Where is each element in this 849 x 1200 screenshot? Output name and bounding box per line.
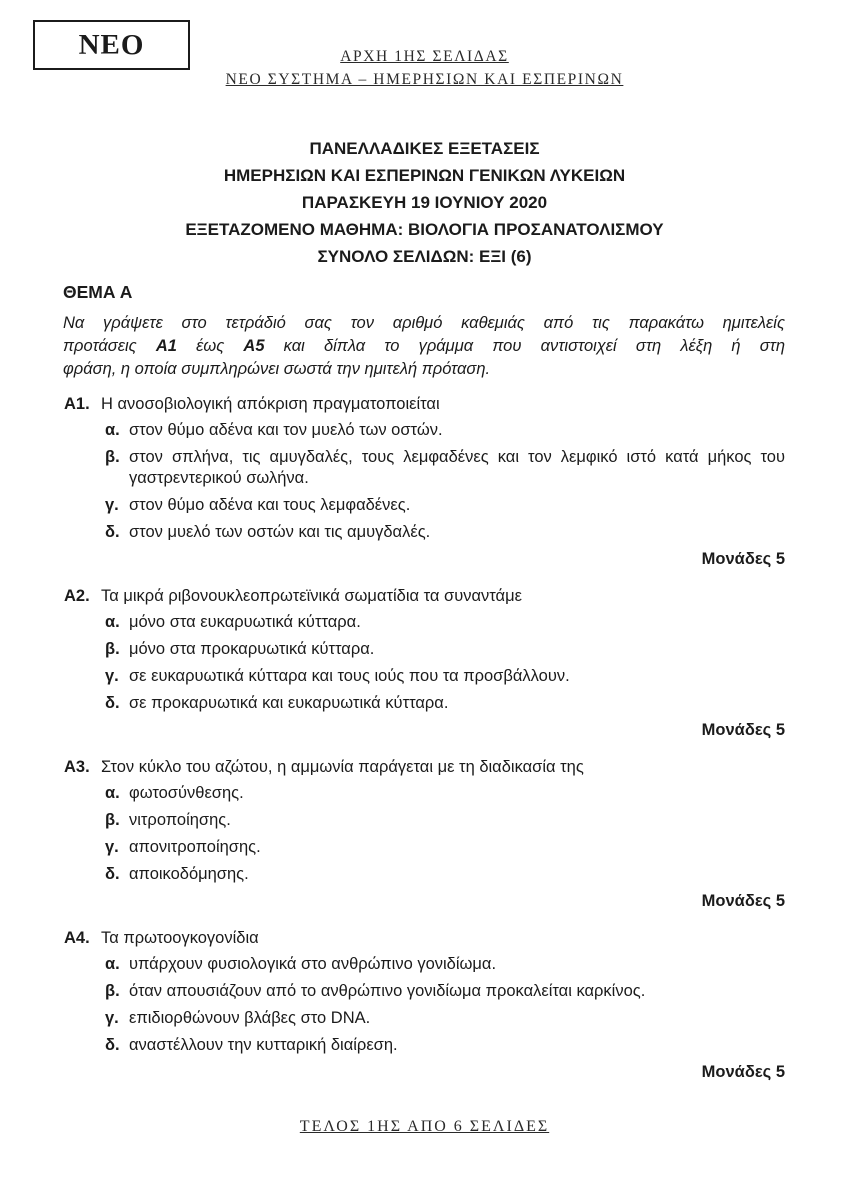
- option-letter: α.: [105, 613, 120, 631]
- option-letter: α.: [105, 421, 120, 439]
- points-label: Μονάδες 5: [701, 550, 785, 568]
- question-a2: [64, 586, 785, 741]
- option-text: σε προκαρυωτικά και ευκαρυωτικά κύτταρα.: [129, 694, 449, 712]
- question-stem: Τα πρωτοογκογονίδια: [101, 929, 259, 947]
- option-text: απονιτροποίησης.: [129, 838, 261, 856]
- option-letter: β.: [105, 982, 120, 1000]
- option-letter: α.: [105, 955, 120, 973]
- theme-a-instructions: [63, 312, 785, 381]
- option-letter: γ.: [105, 1009, 119, 1027]
- option-row: [64, 981, 785, 1002]
- option-letter: β.: [105, 640, 120, 658]
- option-letter: β.: [105, 811, 120, 829]
- title-line-exams: ΠΑΝΕΛΛΑΔΙΚΕΣ ΕΞΕΤΑΣΕΙΣ: [309, 139, 540, 158]
- option-text: μόνο στα προκαρυωτικά κύτταρα.: [129, 640, 375, 658]
- question-a3: [64, 757, 785, 912]
- option-text: στον θύμο αδένα και τον μυελό των οστών.: [129, 421, 443, 439]
- instructions-bold-a1: Α1: [155, 337, 177, 355]
- option-text: μόνο στα ευκαρυωτικά κύτταρα.: [129, 613, 361, 631]
- question-stem: Στον κύκλο του αζώτου, η αμμωνία παράγεται με τη διαδικασία της: [101, 758, 584, 776]
- option-row: [64, 864, 785, 885]
- option-row: [64, 783, 785, 804]
- footer-text: ΤΕΛΟΣ 1ΗΣ ΑΠΟ 6 ΣΕΛΙΔΕΣ: [299, 1118, 550, 1135]
- question-stem: Τα μικρά ριβονουκλεοπρωτεϊνικά σωματίδια τα συναντάμε: [101, 587, 522, 605]
- page-footer: [0, 1118, 849, 1136]
- neo-badge-label: ΝΕΟ: [78, 28, 145, 61]
- question-number: Α2.: [64, 587, 90, 605]
- option-row: [64, 693, 785, 714]
- title-line-schools: ΗΜΕΡΗΣΙΩΝ ΚΑΙ ΕΣΠΕΡΙΝΩΝ ΓΕΝΙΚΩΝ ΛΥΚΕΙΩΝ: [223, 166, 626, 185]
- questions-list: [0, 394, 849, 1083]
- option-text: φωτοσύνθεσης.: [129, 784, 244, 802]
- option-text: επιδιορθώνουν βλάβες στο DNA.: [129, 1009, 371, 1027]
- question-stem: Η ανοσοβιολογική απόκριση πραγματοποιείται: [101, 395, 440, 413]
- option-letter: δ.: [105, 694, 120, 712]
- option-text: όταν απουσιάζουν από το ανθρώπινο γονιδίωμα προκαλείται καρκίνος.: [129, 982, 646, 1000]
- question-a1: [64, 394, 785, 570]
- option-letter: γ.: [105, 838, 119, 856]
- theme-a-heading: ΘΕΜΑ Α: [63, 282, 133, 302]
- instructions-line2: προτάσεις Α1 έως Α5 και δίπλα το γράμμα που αντιστοιχεί στη λέξη ή στη: [63, 337, 785, 355]
- option-letter: α.: [105, 784, 120, 802]
- instructions-line3: φράση, η οποία συμπληρώνει σωστά την ημιτελή πρόταση.: [63, 360, 491, 378]
- option-letter: β.: [105, 448, 120, 466]
- instructions-bold-a5: Α5: [243, 337, 265, 355]
- question-number: Α1.: [64, 395, 90, 413]
- points-label: Μονάδες 5: [701, 892, 785, 910]
- question-number: Α4.: [64, 929, 90, 947]
- points-label: Μονάδες 5: [701, 721, 785, 739]
- option-letter: δ.: [105, 523, 120, 541]
- option-letter: δ.: [105, 1036, 120, 1054]
- option-letter: γ.: [105, 667, 119, 685]
- option-row: [64, 612, 785, 633]
- running-head-line2: ΝΕΟ ΣΥΣΤΗΜΑ – ΗΜΕΡΗΣΙΩΝ ΚΑΙ ΕΣΠΕΡΙΝΩΝ: [225, 71, 624, 88]
- option-text: στον σπλήνα, τις αμυγδαλές, τους λεμφαδένες και τον λεμφικό ιστό κατά μήκος του γαστρεντερικού σωλήνα.: [129, 448, 785, 487]
- option-row: [64, 420, 785, 441]
- option-row: [64, 522, 785, 543]
- option-text: αναστέλλουν την κυτταρική διαίρεση.: [129, 1036, 398, 1054]
- option-row: [64, 447, 785, 489]
- option-text: νιτροποίησης.: [129, 811, 231, 829]
- option-row: [64, 1008, 785, 1029]
- option-row: [64, 954, 785, 975]
- title-line-pages: ΣΥΝΟΛΟ ΣΕΛΙΔΩΝ: ΕΞΙ (6): [317, 247, 532, 266]
- option-text: στον μυελό των οστών και τις αμυγδαλές.: [129, 523, 431, 541]
- instructions-line1: Να γράψετε στο τετράδιό σας τον αριθμό καθεμιάς από τις παρακάτω ημιτελείς: [63, 314, 785, 332]
- option-row: [64, 639, 785, 660]
- option-row: [64, 1035, 785, 1056]
- title-line-date: ΠΑΡΑΣΚΕΥΗ 19 ΙΟΥΝΙΟΥ 2020: [301, 193, 548, 212]
- option-row: [64, 837, 785, 858]
- title-line-subject: ΕΞΕΤΑΖΟΜΕΝΟ ΜΑΘΗΜΑ: ΒΙΟΛΟΓΙΑ ΠΡΟΣΑΝΑΤΟΛΙΣΜΟΥ: [185, 220, 664, 239]
- running-head-line1: ΑΡΧΗ 1ΗΣ ΣΕΛΙΔΑΣ: [340, 48, 509, 65]
- option-row: [64, 666, 785, 687]
- option-text: στον θύμο αδένα και τους λεμφαδένες.: [129, 496, 411, 514]
- option-row: [64, 495, 785, 516]
- option-text: υπάρχουν φυσιολογικά στο ανθρώπινο γονιδίωμα.: [129, 955, 497, 973]
- option-text: αποικοδόμησης.: [129, 865, 249, 883]
- points-label: Μονάδες 5: [701, 1063, 785, 1081]
- question-number: Α3.: [64, 758, 90, 776]
- option-row: [64, 810, 785, 831]
- option-text: σε ευκαρυωτικά κύτταρα και τους ιούς που τα προσβάλλουν.: [129, 667, 570, 685]
- question-a4: [64, 928, 785, 1083]
- title-block: [0, 135, 849, 270]
- option-letter: γ.: [105, 496, 119, 514]
- neo-badge-box: [33, 20, 190, 70]
- option-letter: δ.: [105, 865, 120, 883]
